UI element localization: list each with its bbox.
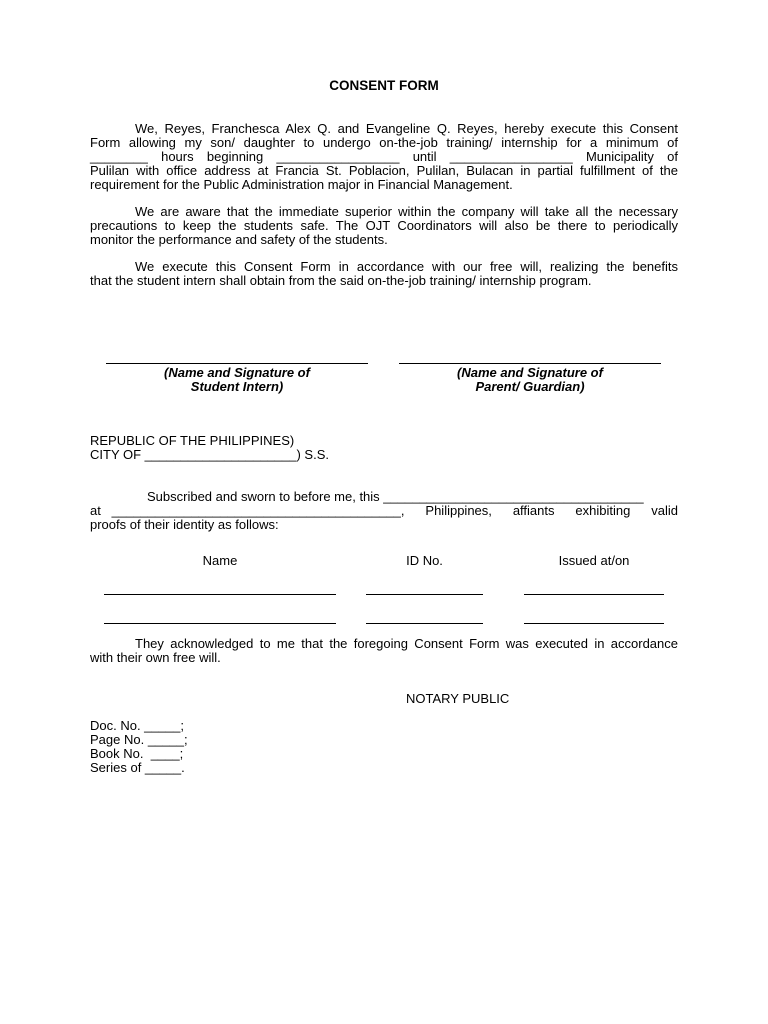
- id-row-2-issued-line: [524, 623, 664, 624]
- caption-line: Parent/ Guardian): [475, 379, 585, 394]
- sworn-word: affiants: [512, 503, 555, 518]
- venue-republic: REPUBLIC OF THE PHILIPPINES): [90, 433, 295, 448]
- paragraph-line: requirement for the Public Administration major in Financial Management.: [90, 177, 513, 192]
- paragraph-line: We execute this Consent Form in accordance with our free will, realizing the benefits: [135, 259, 678, 274]
- paragraph-line: with their own free will.: [90, 650, 221, 665]
- id-row-1-issued-line: [524, 594, 664, 595]
- sworn-word: at ________________________________________,: [90, 503, 405, 518]
- notary-public-label: NOTARY PUBLIC: [406, 691, 510, 706]
- venue-city: CITY OF _____________________) S.S.: [90, 447, 329, 462]
- paragraph-awareness: [90, 205, 678, 247]
- paragraph-line: that the student intern shall obtain from the said on-the-job training/ internship program.: [90, 273, 592, 288]
- id-row-2-name-line: [104, 623, 336, 624]
- paragraph-line: We, Reyes, Franchesca Alex Q. and Evangeline Q. Reyes, hereby execute this Consent: [135, 121, 678, 136]
- id-header-issued: Issued at/on: [558, 553, 630, 568]
- sworn-word: valid: [651, 503, 678, 518]
- paragraph-line: precautions to keep the students safe. The OJT Coordinators will also be there to periodically: [90, 218, 678, 233]
- id-row-1-name-line: [104, 594, 336, 595]
- sworn-line: proofs of their identity as follows:: [90, 517, 279, 532]
- paragraph-line: We are aware that the immediate superior within the company will take all the necessary: [135, 204, 678, 219]
- sworn-line: [90, 504, 678, 518]
- book-no: Book No. ____;: [90, 746, 184, 761]
- venue-block: [90, 434, 329, 462]
- student-signature-line: [106, 363, 368, 364]
- id-row-1-id-line: [366, 594, 483, 595]
- doc-no: Doc. No. _____;: [90, 718, 184, 733]
- id-row-2-id-line: [366, 623, 483, 624]
- student-signature-caption: [106, 366, 368, 394]
- notarial-register: [90, 719, 188, 775]
- paragraph-free-will: [90, 260, 678, 288]
- paragraph-line: They acknowledged to me that the foregoing Consent Form was executed in accordance: [135, 636, 678, 651]
- sworn-statement: [90, 490, 678, 532]
- series-of: Series of _____.: [90, 760, 185, 775]
- paragraph-line: Form allowing my son/ daughter to undergo on-the-job training/ internship for a minimum of: [90, 135, 678, 150]
- page-no: Page No. _____;: [90, 732, 188, 747]
- document-title: CONSENT FORM: [329, 78, 439, 93]
- caption-line: (Name and Signature of: [457, 365, 603, 380]
- paragraph-line: Pulilan with office address at Francia St. Poblacion, Pulilan, Bulacan in partial fulfillment of the: [90, 163, 678, 178]
- paragraph-line: monitor the performance and safety of the students.: [90, 232, 388, 247]
- paragraph-line: ________ hours beginning _________________ until _________________ Municipality of: [90, 149, 678, 164]
- paragraph-consent: [90, 122, 678, 192]
- sworn-word: exhibiting: [575, 503, 631, 518]
- caption-line: Student Intern): [190, 379, 284, 394]
- caption-line: (Name and Signature of: [164, 365, 310, 380]
- sworn-word: Philippines,: [425, 503, 492, 518]
- sworn-line: Subscribed and sworn to before me, this ____________________________________: [147, 489, 644, 504]
- id-header-id-no: ID No.: [406, 553, 443, 568]
- parent-signature-caption: [399, 366, 661, 394]
- id-header-name: Name: [202, 553, 238, 568]
- parent-signature-line: [399, 363, 661, 364]
- paragraph-acknowledgment: [90, 637, 678, 665]
